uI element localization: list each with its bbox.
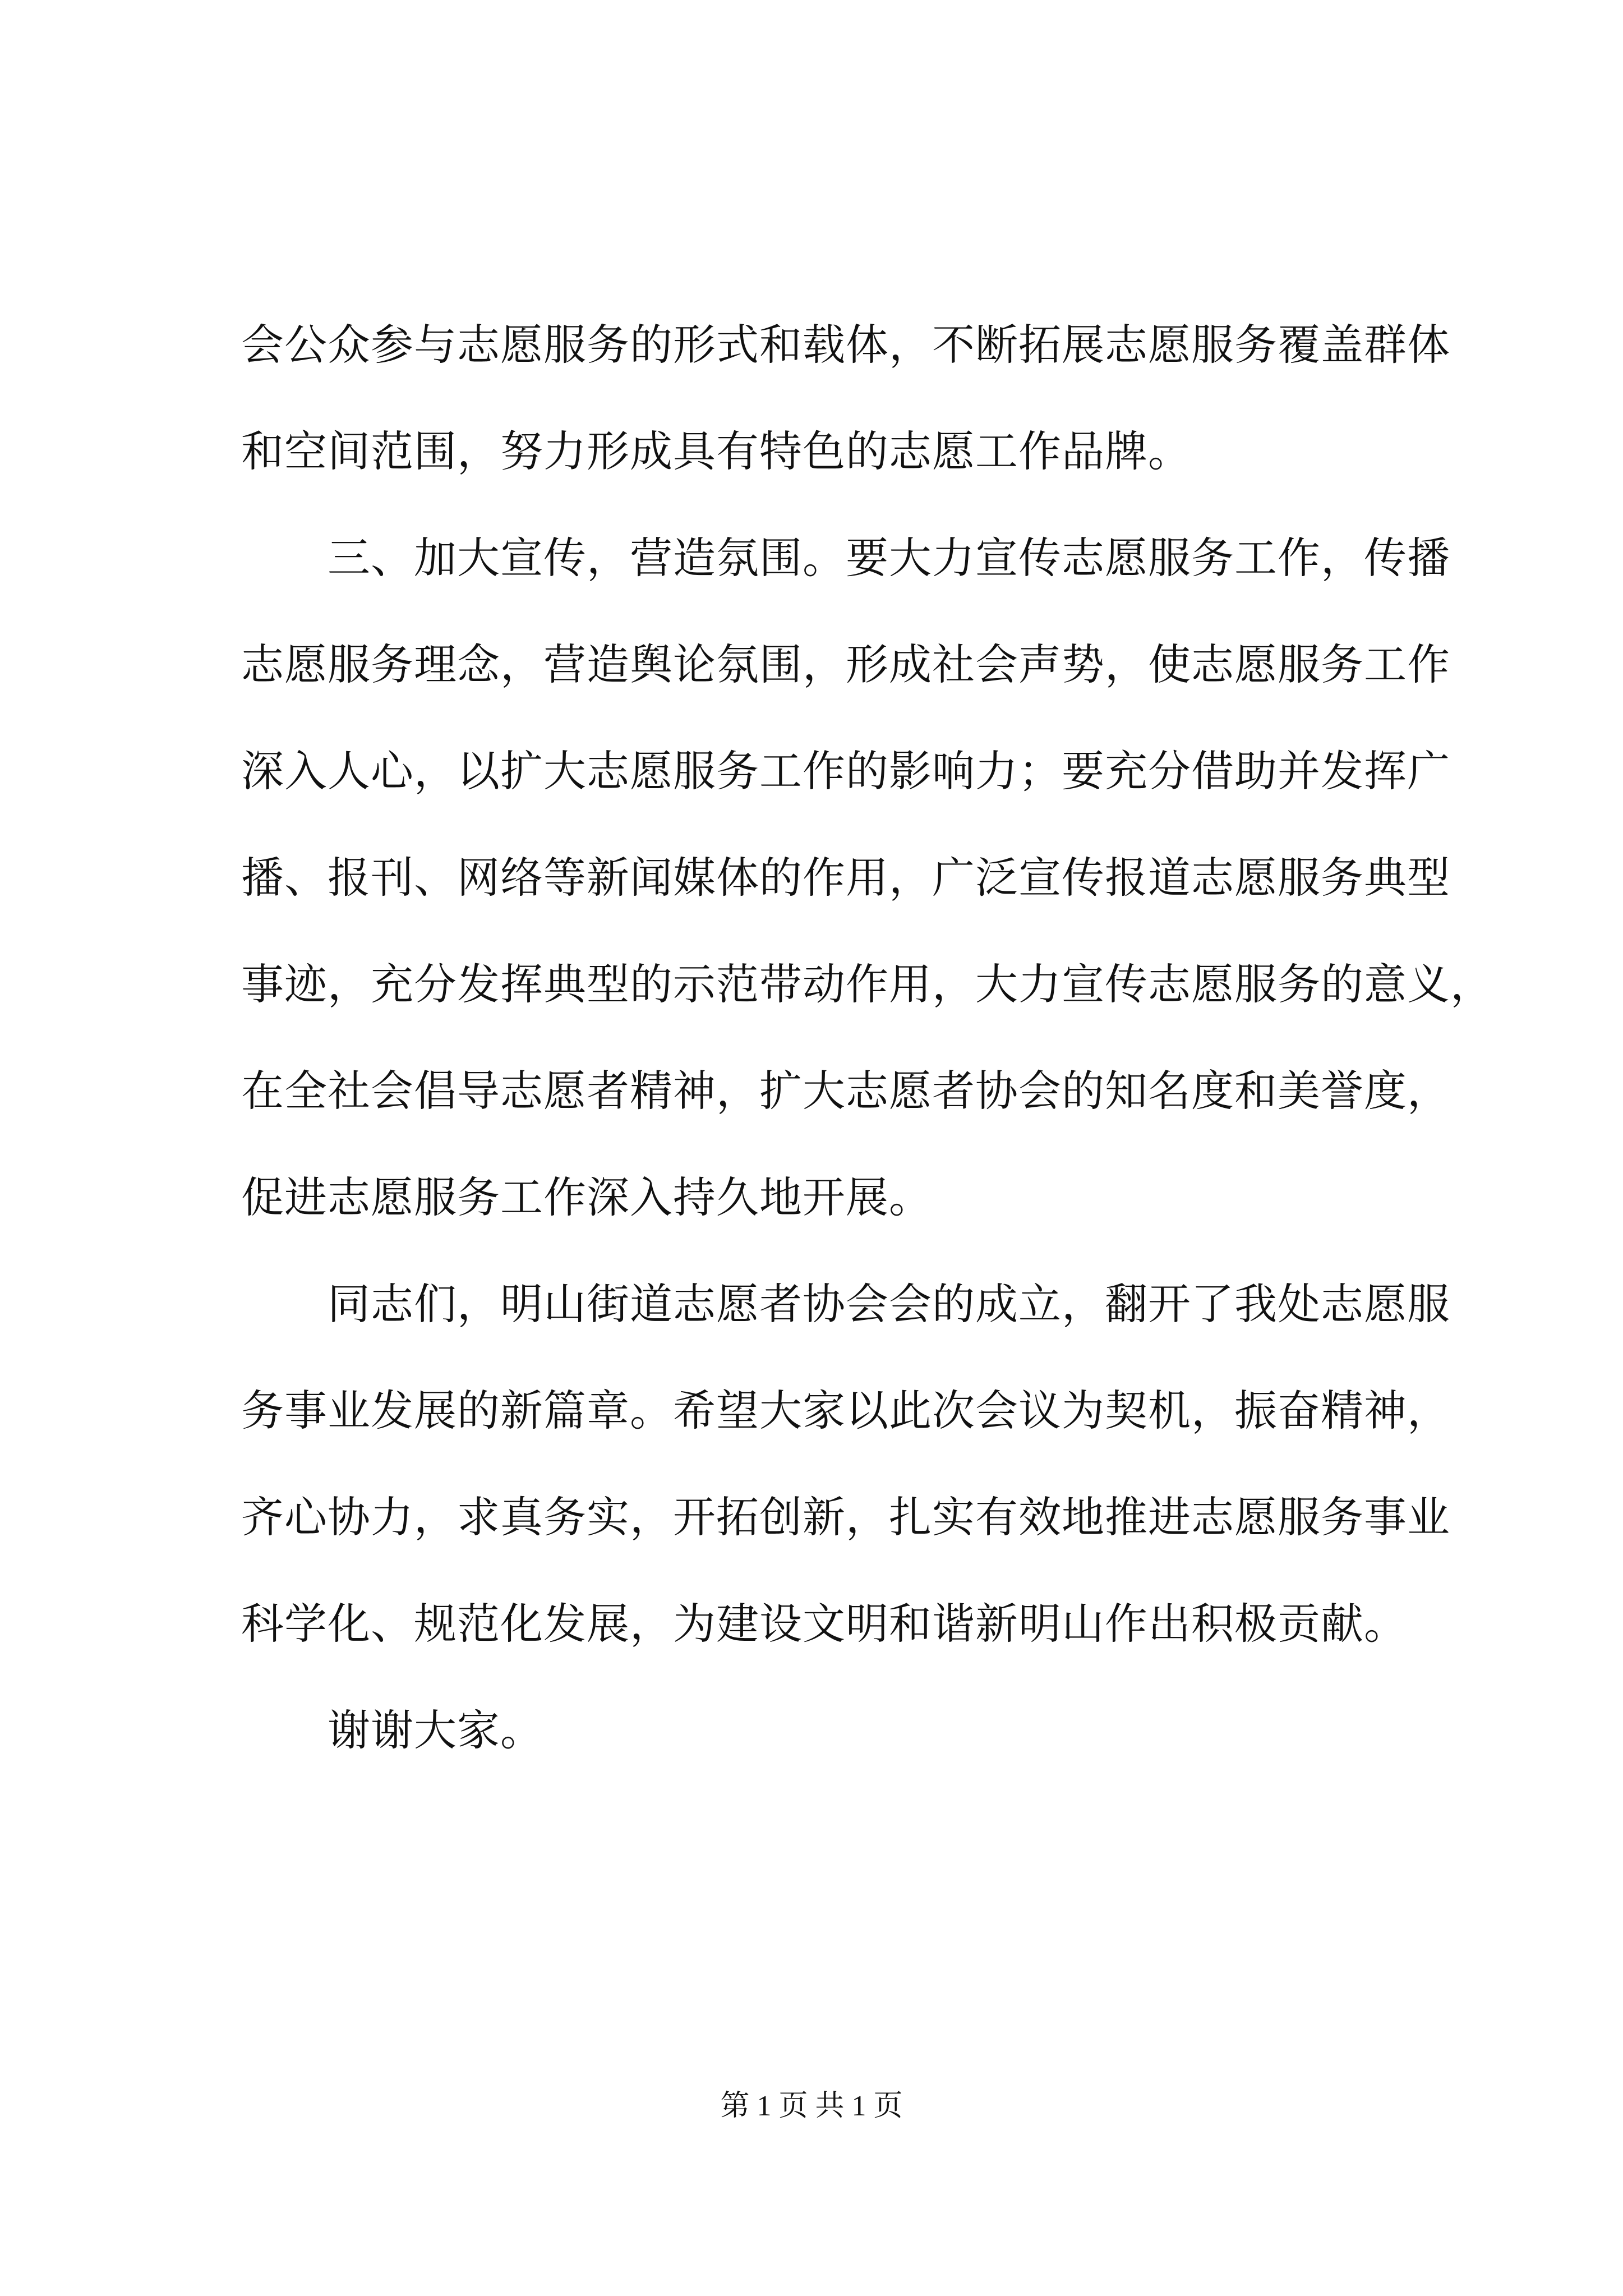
text-line: 播、报刊、网络等新闻媒体的作用，广泛宣传报道志愿服务典型 xyxy=(241,853,1450,903)
text-line: 深入人心，以扩大志愿服务工作的影响力；要充分借助并发挥广 xyxy=(241,746,1450,796)
paragraph-start-line: 三、加大宣传，营造氛围。要大力宣传志愿服务工作，传播 xyxy=(328,533,1450,583)
page-footer: 第 1 页 共 1 页 xyxy=(720,2090,903,2122)
text-line: 在全社会倡导志愿者精神，扩大志愿者协会的知名度和美誉度， xyxy=(241,1066,1450,1116)
text-line: 务事业发展的新篇章。希望大家以此次会议为契机，振奋精神， xyxy=(241,1386,1450,1435)
text-line: 和空间范围，努力形成具有特色的志愿工作品牌。 xyxy=(241,426,1191,476)
text-line: 促进志愿服务工作深入持久地开展。 xyxy=(241,1172,932,1222)
text-line: 会公众参与志愿服务的形式和载体，不断拓展志愿服务覆盖群体 xyxy=(241,320,1450,370)
document-body xyxy=(241,292,1493,1784)
text-line: 志愿服务理念，营造舆论氛围，形成社会声势，使志愿服务工作 xyxy=(241,639,1450,689)
text-line: 齐心协力，求真务实，开拓创新，扎实有效地推进志愿服务事业 xyxy=(241,1492,1450,1542)
text-line: 科学化、规范化发展，为建设文明和谐新明山作出积极贡献。 xyxy=(241,1599,1407,1649)
paragraph-start-line: 谢谢大家。 xyxy=(328,1705,543,1755)
text-line: 事迹，充分发挥典型的示范带动作用，大力宣传志愿服务的意义， xyxy=(241,959,1493,1009)
paragraph-start-line: 同志们，明山街道志愿者协会会的成立，翻开了我处志愿服 xyxy=(328,1279,1450,1329)
